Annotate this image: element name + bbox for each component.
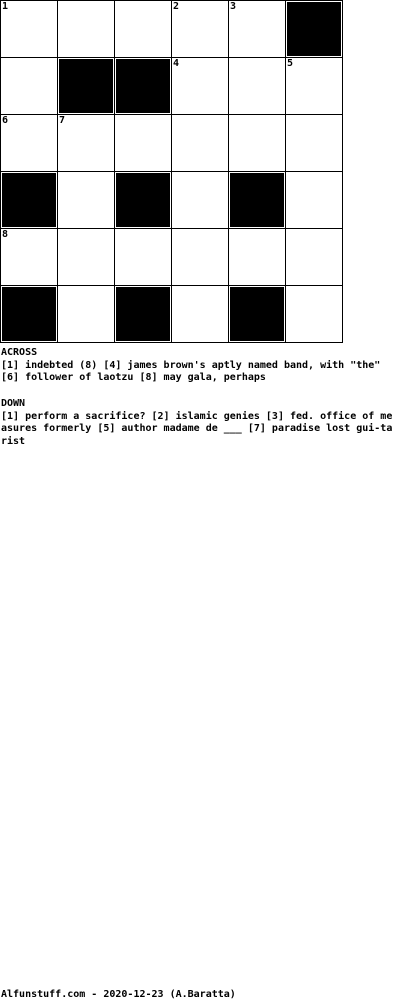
across-clue-text: [1] indebted (8) [4] james brown's aptly named band, with "the" [6] follower of laotzu [8] may gala, perhaps — [1, 359, 387, 384]
down-clue-text: [1] perform a sacrifice? [2] islamic genies [3] fed. office of measures formerly [5] author madame de ___ [7] paradise lost gui-tarist — [1, 410, 393, 447]
clue-number: 2 — [173, 1, 180, 12]
grid-cell[interactable] — [285, 114, 343, 172]
grid-cell[interactable] — [57, 171, 115, 229]
black-square — [114, 285, 172, 343]
black-square-fill — [230, 287, 284, 341]
grid-cell[interactable] — [0, 57, 58, 115]
grid-cell[interactable] — [285, 285, 343, 343]
black-square-fill — [2, 173, 56, 227]
clue-number: 3 — [230, 1, 237, 12]
grid-cell[interactable] — [0, 114, 58, 172]
black-square — [0, 285, 58, 343]
down-heading: DOWN — [1, 398, 26, 409]
grid-cell[interactable] — [0, 0, 58, 58]
across-heading: ACROSS — [1, 347, 38, 358]
grid-cell[interactable] — [57, 228, 115, 286]
grid-cell[interactable] — [57, 114, 115, 172]
grid-cell[interactable] — [171, 171, 229, 229]
black-square — [228, 171, 286, 229]
crossword-grid — [0, 0, 343, 343]
grid-cell[interactable] — [171, 285, 229, 343]
across-clues — [1, 347, 397, 385]
grid-cell[interactable] — [171, 0, 229, 58]
down-clues — [1, 398, 397, 448]
black-square — [57, 57, 115, 115]
grid-cell[interactable] — [228, 57, 286, 115]
black-square — [228, 285, 286, 343]
clue-number: 1 — [2, 1, 9, 12]
grid-cell[interactable] — [228, 114, 286, 172]
grid-cell[interactable] — [285, 171, 343, 229]
black-square — [114, 171, 172, 229]
grid-cell[interactable] — [171, 57, 229, 115]
black-square-fill — [59, 59, 113, 113]
black-square-fill — [116, 173, 170, 227]
black-square-fill — [2, 287, 56, 341]
clue-number: 5 — [287, 58, 294, 69]
grid-cell[interactable] — [57, 285, 115, 343]
footer-credit: Alfunstuff.com - 2020-12-23 (A.Baratta) — [1, 989, 236, 1000]
black-square-fill — [116, 287, 170, 341]
grid-cell[interactable] — [285, 228, 343, 286]
black-square-fill — [287, 2, 341, 56]
clue-number: 8 — [2, 229, 9, 240]
black-square — [0, 171, 58, 229]
grid-cell[interactable] — [228, 0, 286, 58]
black-square-fill — [230, 173, 284, 227]
clue-number: 7 — [59, 115, 66, 126]
grid-cell[interactable] — [171, 114, 229, 172]
grid-cell[interactable] — [114, 228, 172, 286]
grid-cell[interactable] — [285, 57, 343, 115]
black-square — [285, 0, 343, 58]
grid-cell[interactable] — [114, 114, 172, 172]
black-square-fill — [116, 59, 170, 113]
clue-number: 4 — [173, 58, 180, 69]
black-square — [114, 57, 172, 115]
grid-cell[interactable] — [0, 228, 58, 286]
grid-cell[interactable] — [228, 228, 286, 286]
clue-number: 6 — [2, 115, 9, 126]
grid-cell[interactable] — [57, 0, 115, 58]
grid-cell[interactable] — [114, 0, 172, 58]
grid-cell[interactable] — [171, 228, 229, 286]
